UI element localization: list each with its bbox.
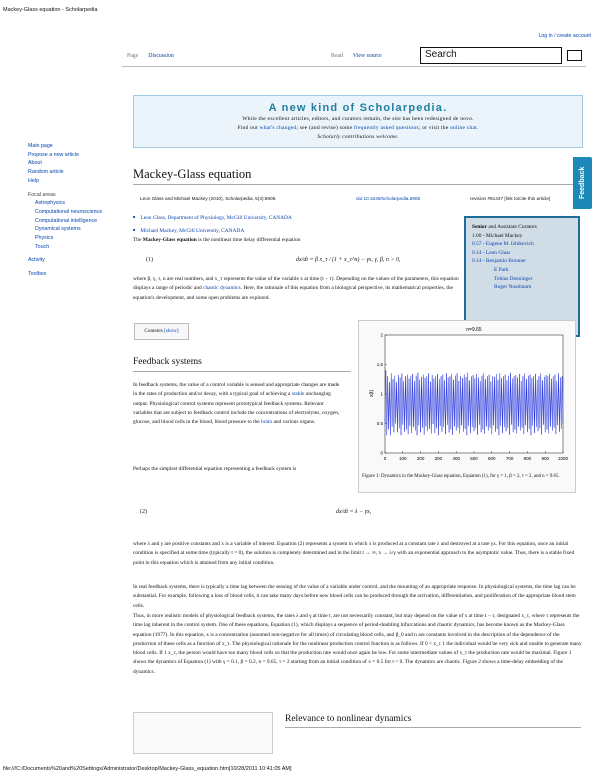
curator-heading: Senior and Assistant Curators [472,224,537,230]
sidebar-item-help[interactable]: Help [28,177,39,184]
banner-line-2: Find out what's changed; see (and revise) some frequently asked questions; or visit the online chat. [237,125,479,131]
print-footer: file:///C:/Documents%20and%20Settings/Administrator/Desktop/Mackey-Glass_equation.htm[10/28/2011 10:41:05 AM] [3,766,292,772]
intro-sentence: The Mackey-Glass equation is the nonlinear time delay differential equation [133,237,301,243]
equation-2: dx/dt = λ − γx, [336,509,372,515]
plot-area [385,335,563,453]
sidebar-item-computational-intelligence[interactable]: Computational intelligence [35,217,98,224]
feedback-paragraph-2: Perhaps the simplest differential equation representing a feedback system is [133,466,297,472]
sidebar-heading-focal-areas: Focal areas [28,191,56,198]
toc-toggle[interactable]: [show] [164,328,179,334]
y-tick-label: 1 [380,391,383,397]
sidebar-item-astrophysics[interactable]: Astrophysics [35,200,66,207]
doi-link[interactable]: doi:10.4249/scholarpedia.6908 [356,196,421,201]
stable-link[interactable]: stable [291,391,305,398]
section-heading-relevance: Relevance to nonlinear dynamics [285,714,412,724]
x-tick-label: 500 [470,456,478,461]
y-tick-label: 1.5 [376,362,383,367]
x-tick-label: 200 [416,456,425,461]
whats-changed-link[interactable]: what's changed [259,125,297,131]
x-tick-label: 400 [452,456,460,461]
author-list [133,211,292,237]
sidebar-item-physics[interactable]: Physics [35,235,54,242]
sidebar-item-activity[interactable]: Activity [28,257,45,264]
banner-title: A new kind of Scholarpedia. [268,102,448,114]
curator-entry: E Park [494,266,509,273]
table-of-contents[interactable]: Contents [show] [134,323,189,340]
citation-text: Leon Glass and Michael Mackey (2010), Scholarpedia, 5(3):6908. [140,196,277,201]
sidebar-item-about[interactable]: About [28,160,42,167]
sidebar-item-main-page[interactable]: Main page [28,143,53,149]
figure-1-caption: Figure 1: Dynamics in the Mackey-Glass equation, Equation (1), for γ = 1, β = 2, τ = 2, and n = 9.65. [362,474,560,479]
author-link[interactable]: ■ Michael Mackey, McGill University, CANADA [133,224,292,237]
sidebar-item-dynamical-systems[interactable]: Dynamical systems [35,226,81,233]
x-tick-label: 0 [383,456,387,461]
banner-line-3: Scholarly contributions welcome. [317,134,399,140]
title-underline [133,184,573,185]
tab-page[interactable]: Page [127,53,139,59]
x-tick-label: 1000 [557,456,569,461]
tab-view-source[interactable]: View source [352,53,382,59]
site-notice-banner [133,95,583,148]
sidebar-item-touch[interactable]: Touch [35,243,50,250]
curator-entry: 0.57 - Eugene M. Izhikevich [472,241,534,248]
x-tick-label: 100 [399,456,407,461]
curator-entry: 0.14 - Benjamin Bronner [472,258,526,265]
sidebar-item-random[interactable]: Random article [28,169,64,176]
equation-1-number: (1) [146,257,153,263]
equation-2-number: (2) [140,509,147,515]
banner-line-1: While the excellent articles, editors, and curators remain, the site has been redesigned de novo. [242,116,474,122]
curator-entry: 0.14 - Leon Glass [472,249,511,256]
namespace-tabs [127,52,184,61]
chart-title: n=9.65 [466,327,482,333]
curator-entry: Tobias Denninger [494,275,533,282]
x-tick-label: 800 [523,456,532,461]
intro-paragraph: where β, γ, τ, n are real numbers, and x_τ represents the value of the variable x at time (t − τ). Depending on the values of the parameters, this equation displays a range of periodic and chaotic dynamics. Here, the rationale of this equation from a biological perspective, its mathematical properties, the equation's development, and some open problems are explored. [133,276,459,301]
chaotic-dynamics-link[interactable]: chaotic dynamics [203,285,241,292]
revision-link[interactable]: revision #91447 [link to/cite this article] [470,196,551,201]
login-link[interactable]: Log in / create account [538,33,591,39]
paragraph-5: Thus, in more realistic models of physiological feedback systems, the rates λ and γ at time t, are not necessarily constant, but may depend on the value of x at time t − τ, designated x_τ, where τ represents the time lag inherent in the control system. One of these equations, Equation (1), which displays a sequence of period-doubling bifurcations and chaotic dynamics, has become known as the Mackey-Glass equation (1977). In this equation, x is a concentration (assumed non-negative for all times) of circulating blood cells, and β_0 and n are constants involved in the description of the dependence of the production of these cells as a function of x_τ. The physiological rationale for the nonlinear production control function is as follows. If 0 < x_τ 1 the individual would be very sick and unable to generate many blood cells. If 1 x_τ, the person would have too many blood cells so that the production rate would once again be low. For some intermediate values of x_τ the production rate would be maximal. Figure 1 shows the dynamics of Equation (1) with γ = 0.1, β = 0.2, n = 9.65, τ = 2 starting from an initial condition of x = 0.5 for t < 0. The dynamics are chaotic. Figure 2 shows a time-delay embedding of the dynamics. [133,613,582,675]
section-heading-feedback-systems: Feedback systems [133,357,202,367]
search-input[interactable]: Search [420,47,562,64]
author-link[interactable]: ■ Leon Glass, Department of Physiology, McGill University, CANADA [133,211,292,224]
curator-entry: Roger Nussbaum [494,284,532,291]
mackey-glass-chart [359,321,575,471]
figure-1 [358,320,576,493]
sidebar-item-computational-neuroscience[interactable]: Computational neuroscience [35,208,103,215]
feedback-tab[interactable]: Feedback [573,157,592,209]
paragraph-3: where λ and γ are positive constants and x is a variable of interest. Equation (2) represents a system in which x is produced at a constant rate λ and destroyed at a rate γx. For this equation, once an initial condition is specified at some time (typically t = 0), the solution is completely determined and in the limit t → ∞, x → λ/γ with an exponential approach to the asymptotic value. Thus, there is a stable fixed point in this equation which is attained from any initial condition. [133,541,575,566]
section-divider [133,371,351,372]
x-tick-label: 900 [541,456,549,461]
curator-entry: 1.00 - Michael Mackey [472,232,523,239]
sidebar-item-toolbox[interactable]: Toolbox [28,271,47,278]
equation-1: dx/dt = β x_τ / (1 + x_τ^n) − γx, γ, β, n > 0, [296,257,401,263]
sidebar [28,142,123,279]
tab-divider [122,66,586,67]
y-tick-label: 2 [380,332,383,338]
sidebar-item-propose[interactable]: Propose a new article [28,151,79,158]
curator-box [464,216,580,337]
section-divider [285,727,581,728]
tab-read[interactable]: Read [331,53,343,59]
search-button[interactable] [567,50,582,61]
x-tick-label: 700 [505,456,514,461]
y-tick-label: 0 [380,450,383,456]
chart-ylabel: x(t) [369,389,375,397]
view-tabs [331,52,392,61]
brain-link[interactable]: brain [261,419,273,426]
print-header: Mackey-Glass equation - Scholarpedia [3,7,98,13]
page-title: Mackey-Glass equation [133,167,252,181]
y-tick-label: 0.5 [376,421,383,426]
figure-2-placeholder [133,712,273,754]
x-tick-label: 600 [488,456,496,461]
feedback-paragraph: In feedback systems, the value of a control variable is sensed and appropriate changes are made in the rates of production and/or decay, with a typical goal of achieving a stable unchanging output. Physiological control systems represent prototypical feedback systems. Relevant variables that are subject to feedback control include the concentrations of electrolytes, oxygen, glucose, and blood cells in the blood, blood pressure to the brain and various organs. [133,382,340,426]
x-tick-label: 300 [434,456,443,461]
tab-discussion[interactable]: Discussion [148,53,174,59]
paragraph-4: In real feedback systems, there is typically a time lag between the sensing of the value of a variable under control, and the mounting of an appropriate response. In physiological systems, the time lag can be substantial. For example, following a loss of blood cells, it can take many days before new blood cells can be produced through the activation, differentiation, and proliferation of the appropriate blood stem cells. [133,584,576,609]
online-chat-link[interactable]: online chat [450,125,477,131]
faq-link[interactable]: frequently asked questions [353,125,419,131]
